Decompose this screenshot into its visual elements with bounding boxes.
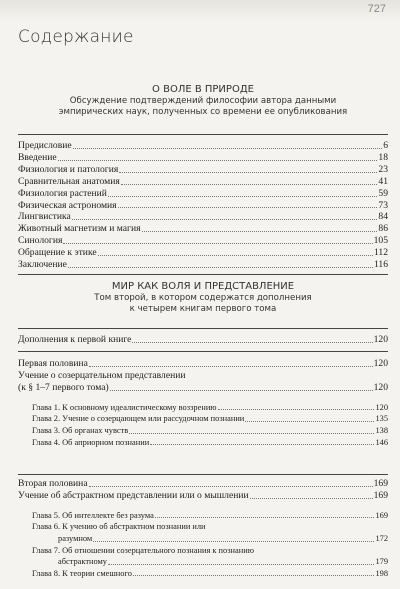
toc-entry-label: Физиология и патология — [18, 163, 119, 175]
divider — [18, 134, 388, 135]
toc-entry-page: 120 — [375, 402, 388, 412]
toc-entry-label: Учение об абстрактном представлении или о мышлении — [18, 489, 249, 501]
toc-chapter[interactable] — [18, 556, 388, 568]
page-title: Содержание — [18, 27, 134, 47]
toc-entry-page: 41 — [378, 175, 388, 187]
toc-entry[interactable] — [18, 235, 388, 247]
leader-dots — [89, 366, 373, 367]
toc-entry[interactable] — [18, 334, 388, 346]
leader-dots — [133, 575, 375, 576]
toc-entry-page: 84 — [378, 211, 388, 223]
toc-entry-page: 6 — [383, 140, 388, 151]
toc-entry[interactable] — [18, 382, 388, 394]
toc-entry-label: Физическая астрономия — [18, 199, 117, 211]
part1-subtitle-line1: Обсуждение подтверждений философии автора данными — [69, 96, 337, 106]
leader-dots — [150, 444, 374, 445]
toc-chapter — [18, 545, 388, 557]
toc-entry-label: Животный магнетизм и магия — [18, 223, 141, 235]
toc-entry-label: Глава 7. Об отношении созерцательного познания к познанию — [32, 545, 254, 555]
toc-chapter[interactable] — [18, 437, 388, 449]
toc-entry-label: Введение — [18, 151, 57, 163]
part2-toc-half2 — [18, 478, 388, 579]
toc-entry-label: (к § 1–7 первого тома) — [18, 381, 109, 393]
toc-chapter[interactable] — [18, 568, 388, 580]
toc-chapter — [18, 521, 388, 533]
leader-dots — [142, 231, 378, 232]
part1-heading-block — [18, 83, 388, 118]
leader-dots — [108, 196, 377, 197]
divider — [18, 474, 388, 475]
toc-entry-page: 138 — [375, 425, 388, 435]
leader-dots — [72, 219, 378, 220]
toc-chapter[interactable] — [18, 510, 388, 522]
leader-dots — [121, 184, 378, 185]
toc-entry[interactable] — [18, 358, 388, 370]
toc-entry-page: 146 — [375, 437, 388, 447]
leader-dots — [73, 148, 383, 149]
toc-entry-page: 105 — [373, 235, 388, 247]
leader-dots — [68, 267, 373, 268]
divider — [18, 328, 388, 329]
toc-entry[interactable] — [18, 152, 388, 164]
toc-entry-label: Глава 5. Об интеллекте без разума — [32, 510, 154, 520]
toc-entry-label: Учение о созерцательном представлении — [18, 369, 186, 381]
leader-dots — [63, 243, 372, 244]
toc-entry[interactable] — [18, 188, 388, 200]
part2-subtitle-line1: Том второй, в котором содержатся дополнения — [94, 293, 312, 303]
toc-entry[interactable] — [18, 223, 388, 235]
part2-heading-block — [18, 280, 388, 315]
toc-entry-label: абстрактному — [58, 557, 107, 567]
toc-entry[interactable] — [18, 200, 388, 212]
toc-entry-page: 18 — [378, 151, 388, 163]
part2-toc-supplement — [18, 334, 388, 346]
toc-entry-page: 73 — [378, 199, 388, 211]
toc-entry-label: Обращение к этике — [18, 247, 97, 259]
toc-entry-page: 169 — [375, 510, 388, 520]
toc-entry-label: Глава 2. Учение о созерцающем или рассудочном познании — [32, 414, 245, 424]
leader-dots — [132, 342, 372, 343]
leader-dots — [155, 517, 375, 518]
toc-entry-page: 116 — [373, 259, 388, 271]
toc-entry[interactable] — [18, 259, 388, 271]
toc-entry[interactable] — [18, 164, 388, 176]
toc-entry-page: 172 — [375, 534, 388, 543]
toc-chapter[interactable] — [18, 425, 388, 437]
toc-entry[interactable] — [18, 140, 388, 152]
leader-dots — [118, 207, 378, 208]
toc-entry[interactable] — [18, 176, 388, 188]
toc-entry-label: Глава 4. Об априорном познании — [32, 437, 150, 447]
toc-entry-label: Предисловие — [18, 140, 72, 151]
leader-dots — [129, 433, 374, 434]
part1-toc — [18, 140, 388, 271]
toc-entry-page: 23 — [378, 163, 388, 175]
toc-entry-page: 120 — [373, 381, 388, 393]
toc-chapter[interactable] — [18, 533, 388, 545]
leader-dots — [58, 160, 378, 161]
toc-entry[interactable] — [18, 490, 388, 502]
toc-entry-page: 59 — [378, 187, 388, 199]
leader-dots — [108, 564, 374, 565]
toc-entry-label: Глава 3. Об органах чувств — [32, 425, 129, 435]
page-number: 727 — [367, 3, 386, 15]
toc-entry-page: 86 — [378, 223, 388, 235]
leader-dots — [218, 409, 375, 410]
leader-dots — [119, 172, 377, 173]
toc-entry-label: Глава 6. К учению об абстрактном познании или — [32, 522, 206, 532]
leader-dots — [93, 541, 374, 542]
toc-entry-label: Глава 1. К основному идеалистическому воззрению — [32, 402, 217, 412]
toc-entry-label: Вторая половина — [18, 478, 88, 489]
toc-entry-label: Синология — [18, 235, 63, 247]
toc-entry-page: 120 — [373, 334, 388, 345]
toc-entry-page: 135 — [375, 414, 388, 424]
toc-entry — [18, 370, 388, 382]
leader-dots — [245, 421, 374, 422]
toc-entry-label: разумном — [58, 534, 93, 543]
leader-dots — [89, 486, 373, 487]
toc-entry-page: 198 — [375, 568, 388, 578]
toc-entry-page: 120 — [373, 358, 388, 369]
toc-chapter[interactable] — [18, 413, 388, 425]
toc-entry[interactable] — [18, 247, 388, 259]
toc-chapter[interactable] — [18, 402, 388, 414]
toc-entry-label: Глава 8. К теории смешного — [32, 568, 132, 578]
leader-dots — [98, 255, 373, 256]
toc-entry-label: Физиология растений — [18, 187, 107, 199]
part1-heading: О ВОЛЕ В ПРИРОДЕ — [152, 84, 254, 95]
toc-entry-label: Лингвистика — [18, 211, 71, 223]
toc-entry-page: 179 — [375, 557, 388, 567]
toc-entry-label: Первая половина — [18, 358, 88, 369]
toc-entry-page: 169 — [373, 478, 388, 489]
part2-toc-half1 — [18, 358, 388, 448]
page-header-strip — [0, 0, 400, 22]
toc-entry-page: 112 — [373, 247, 388, 259]
part2-subtitle-line2: к четырем книгам первого тома — [129, 304, 277, 315]
part1-subtitle-line2: эмпирических наук, полученных со времени ее опубликования — [58, 107, 348, 118]
divider — [18, 274, 388, 275]
toc-entry-page: 169 — [373, 489, 388, 501]
leader-dots — [250, 498, 373, 499]
divider — [18, 351, 388, 352]
toc-entry-label: Сравнительная анатомия — [18, 175, 120, 187]
toc-entry[interactable] — [18, 211, 388, 223]
leader-dots — [110, 390, 373, 391]
toc-entry[interactable] — [18, 478, 388, 490]
toc-entry-label: Заключение — [18, 259, 67, 271]
part2-heading: МИР КАК ВОЛЯ И ПРЕДСТАВЛЕНИЕ — [111, 281, 295, 292]
toc-entry-label: Дополнения к первой книге — [18, 334, 132, 345]
